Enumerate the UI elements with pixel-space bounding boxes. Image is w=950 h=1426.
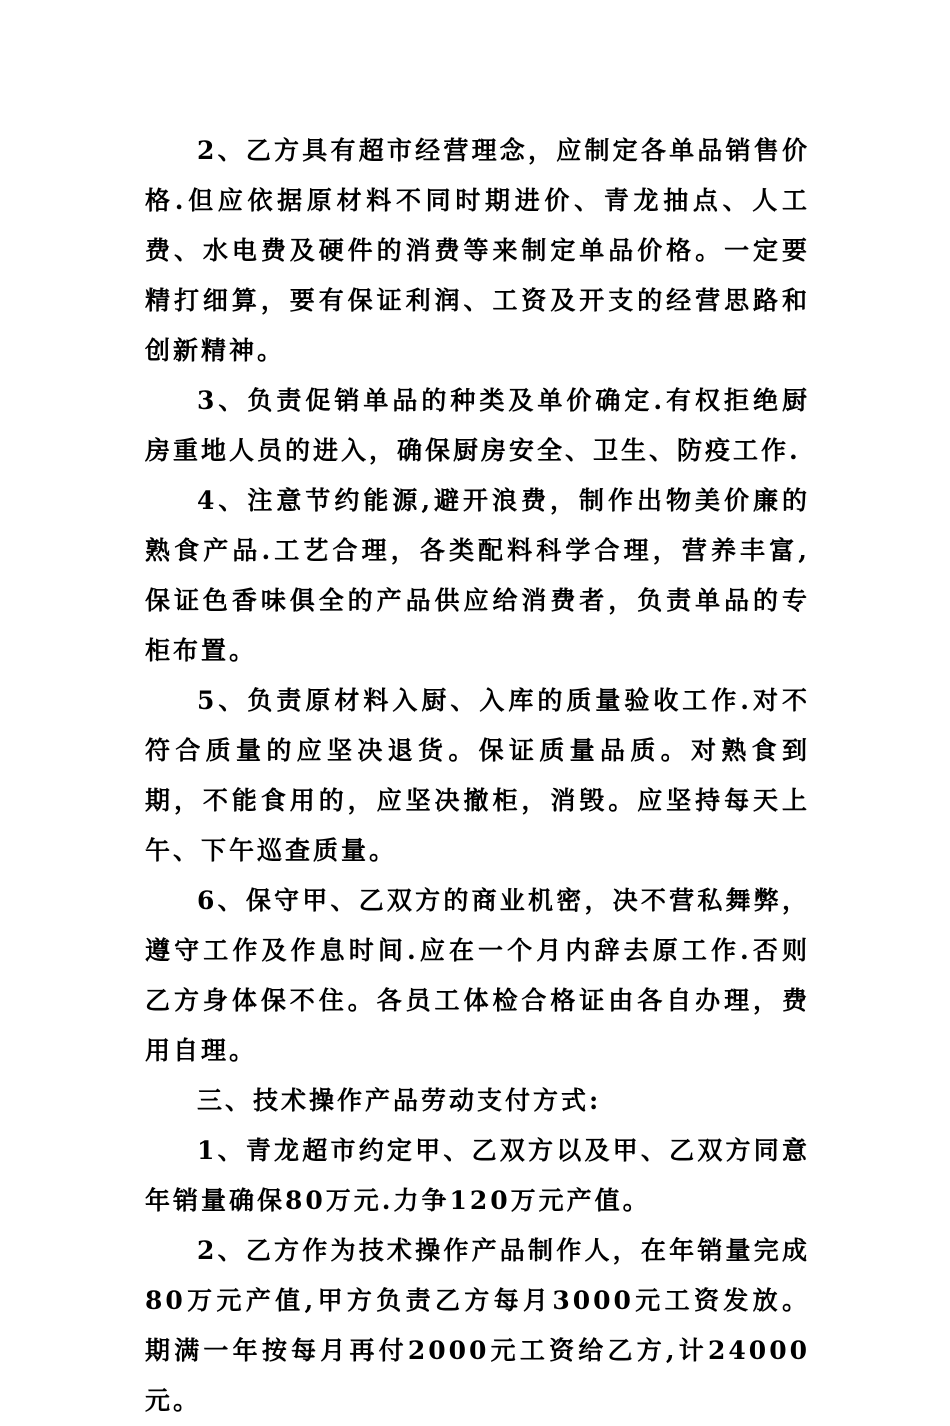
paragraph-item-2-pricing: 2、乙方具有超市经营理念，应制定各单品销售价格.但应依据原材料不同时期进价、青龙抽点、人工费、水电费及硬件的消费等来制定单品价格。一定要精打细算，要有保证利润、工资及开支的经营思路和创新精神。 — [145, 136, 810, 365]
paragraph-item-5-quality: 5、负责原材料入厨、入库的质量验收工作.对不符合质量的应坚决退货。保证质量品质。对熟食到期，不能食用的，应坚决撤柜，消毁。应坚持每天上午、下午巡查质量。 — [145, 686, 810, 865]
paragraph-item-3-promotion: 3、负责促销单品的种类及单价确定.有权拒绝厨房重地人员的进入，确保厨房安全、卫生、防疫工作. — [145, 386, 810, 465]
section-heading-payment: 三、技术操作产品劳动支付方式: — [197, 1086, 602, 1115]
document-page — [145, 126, 810, 1426]
paragraph-payment-item-1: 1、青龙超市约定甲、乙双方以及甲、乙双方同意年销量确保80万元.力争120万元产值。 — [145, 1136, 810, 1215]
paragraph-item-6-confidentiality: 6、保守甲、乙双方的商业机密，决不营私舞弊，遵守工作及作息时间.应在一个月内辞去原工作.否则乙方身体保不住。各员工体检合格证由各自办理，费用自理。 — [145, 886, 810, 1065]
paragraph-item-4-energy: 4、注意节约能源,避开浪费，制作出物美价廉的熟食产品.工艺合理，各类配料科学合理，营养丰富,保证色香味俱全的产品供应给消费者，负责单品的专柜布置。 — [145, 486, 810, 665]
paragraph-payment-item-2: 2、乙方作为技术操作产品制作人，在年销量完成80万元产值,甲方负责乙方每月3000元工资发放。期满一年按每月再付2000元工资给乙方,计24000元。 — [145, 1236, 810, 1415]
